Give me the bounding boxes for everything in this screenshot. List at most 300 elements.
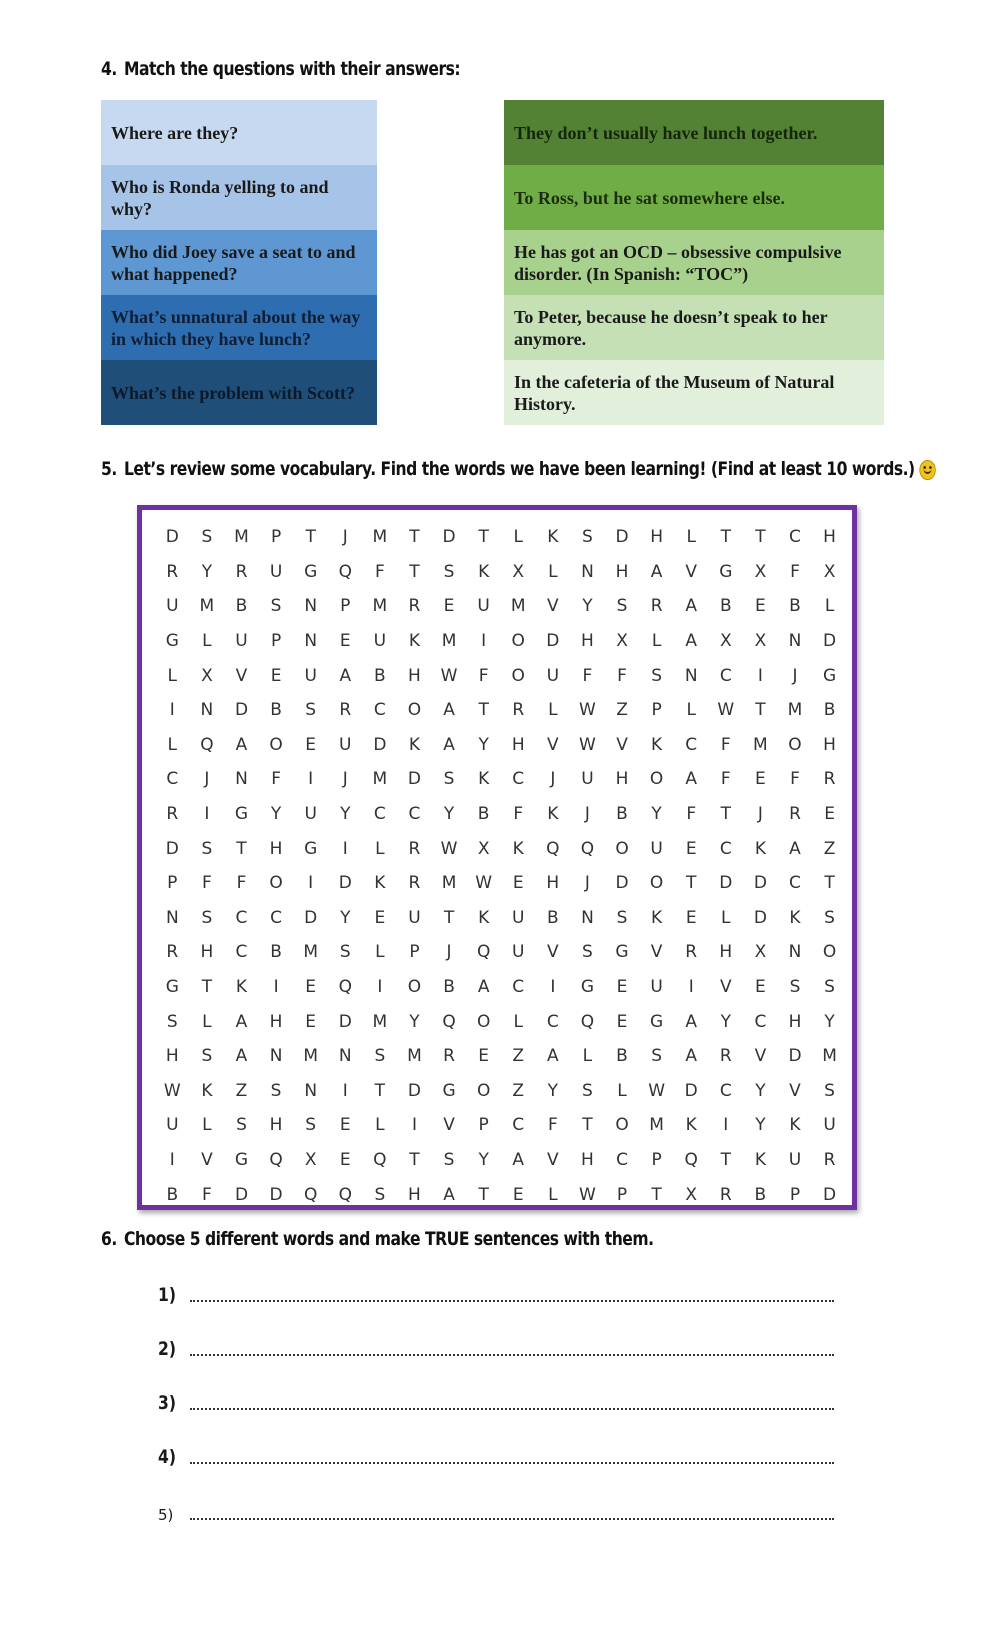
letter-cell[interactable]: H [788, 1011, 802, 1032]
letter-cell[interactable]: M [372, 769, 388, 790]
letter-cell[interactable]: L [375, 942, 385, 963]
letter-cell[interactable]: K [547, 527, 559, 548]
letter-cell[interactable]: K [235, 977, 248, 998]
letter-cell[interactable]: D [234, 700, 249, 721]
letter-cell[interactable]: S [443, 1149, 455, 1170]
letter-cell[interactable]: K [547, 804, 559, 825]
letter-cell[interactable]: K [512, 838, 524, 859]
letter-cell[interactable]: S [201, 838, 213, 859]
letter-cell[interactable]: C [373, 700, 386, 721]
letter-cell[interactable]: L [582, 1046, 593, 1067]
letter-cell[interactable]: E [685, 838, 697, 859]
letter-cell[interactable]: Y [582, 596, 593, 617]
letter-cell[interactable]: M [303, 942, 318, 963]
letter-cell[interactable]: L [721, 907, 731, 928]
answer-cell-1[interactable]: They don’t usually have lunch together. [504, 100, 884, 165]
letter-cell[interactable]: H [581, 1149, 594, 1170]
letter-cell[interactable]: A [235, 734, 248, 755]
letter-cell[interactable]: T [305, 527, 316, 548]
letter-cell[interactable]: E [616, 977, 628, 998]
letter-cell[interactable]: Q [476, 942, 491, 963]
answer-cell-4[interactable]: To Peter, because he doesn’t speak to her anymore. [504, 295, 884, 360]
letter-cell[interactable]: Q [373, 1149, 387, 1170]
letter-cell[interactable]: O [822, 942, 837, 963]
letter-cell[interactable]: H [269, 1011, 283, 1032]
letter-cell[interactable]: F [790, 769, 800, 790]
letter-cell[interactable]: B [235, 596, 248, 617]
dotted-answer-line[interactable] [190, 1462, 834, 1464]
letter-cell[interactable]: X [719, 631, 732, 652]
letter-cell[interactable]: E [478, 1046, 490, 1067]
letter-cell[interactable]: Q [338, 561, 352, 582]
letter-cell[interactable]: F [686, 804, 697, 825]
letter-cell[interactable]: R [719, 1046, 732, 1067]
letter-cell[interactable]: V [547, 1149, 559, 1170]
letter-cell[interactable]: U [339, 734, 352, 755]
letter-cell[interactable]: E [305, 734, 317, 755]
letter-cell[interactable]: P [789, 1184, 801, 1205]
letter-cell[interactable]: D [753, 873, 767, 894]
letter-cell[interactable]: E [755, 769, 766, 790]
letter-cell[interactable]: R [443, 1046, 455, 1067]
letter-cell[interactable]: I [204, 804, 210, 825]
question-cell-3[interactable]: Who did Joey save a seat to and what happened? [101, 230, 377, 295]
letter-cell[interactable]: V [754, 1046, 767, 1067]
letter-cell[interactable]: P [409, 942, 420, 963]
letter-cell[interactable]: I [757, 665, 763, 686]
letter-cell[interactable]: L [202, 1011, 212, 1032]
letter-cell[interactable]: R [650, 596, 663, 617]
letter-cell[interactable]: Y [720, 1011, 731, 1032]
letter-cell[interactable]: T [409, 527, 420, 548]
letter-cell[interactable]: J [342, 527, 348, 548]
letter-cell[interactable]: H [165, 1046, 179, 1067]
letter-cell[interactable]: V [443, 1115, 455, 1136]
letter-cell[interactable]: U [166, 596, 179, 617]
letter-cell[interactable]: T [443, 907, 455, 928]
letter-cell[interactable]: M [372, 596, 388, 617]
letter-cell[interactable]: S [201, 527, 213, 548]
letter-cell[interactable]: A [547, 1046, 559, 1067]
letter-cell[interactable]: N [269, 1046, 283, 1067]
letter-cell[interactable]: L [375, 838, 385, 859]
letter-cell[interactable]: V [719, 977, 732, 998]
letter-cell[interactable]: Y [409, 1011, 420, 1032]
letter-cell[interactable]: F [202, 1184, 212, 1205]
letter-cell[interactable]: S [789, 977, 801, 998]
letter-cell[interactable]: Z [823, 838, 836, 859]
letter-cell[interactable]: V [235, 665, 248, 686]
letter-cell[interactable]: A [339, 665, 352, 686]
letter-cell[interactable]: X [754, 631, 767, 652]
letter-cell[interactable]: F [582, 665, 593, 686]
letter-cell[interactable]: H [719, 942, 733, 963]
letter-cell[interactable]: B [546, 907, 559, 928]
letter-cell[interactable]: E [305, 977, 317, 998]
letter-cell[interactable]: F [202, 873, 212, 894]
letter-cell[interactable]: M [407, 1046, 422, 1067]
letter-cell[interactable]: N [338, 1046, 352, 1067]
letter-cell[interactable]: O [615, 838, 629, 859]
letter-cell[interactable]: U [477, 596, 490, 617]
letter-cell[interactable]: R [339, 700, 352, 721]
letter-cell[interactable]: T [755, 700, 766, 721]
letter-cell[interactable]: W [648, 1080, 666, 1101]
letter-cell[interactable]: R [789, 804, 801, 825]
letter-cell[interactable]: R [823, 1149, 836, 1170]
letter-cell[interactable]: K [651, 907, 663, 928]
letter-cell[interactable]: D [165, 838, 179, 859]
letter-cell[interactable]: E [270, 665, 282, 686]
letter-cell[interactable]: L [513, 527, 523, 548]
letter-cell[interactable]: J [584, 804, 590, 825]
letter-cell[interactable]: M [441, 631, 457, 652]
letter-cell[interactable]: Y [201, 561, 213, 582]
letter-cell[interactable]: Q [303, 1184, 318, 1205]
letter-cell[interactable]: L [167, 734, 178, 755]
letter-cell[interactable]: Z [512, 1080, 525, 1101]
letter-cell[interactable]: P [616, 1184, 628, 1205]
letter-cell[interactable]: T [720, 804, 731, 825]
letter-cell[interactable]: D [615, 527, 629, 548]
letter-cell[interactable]: K [754, 1149, 766, 1170]
letter-cell[interactable]: G [650, 1011, 664, 1032]
letter-cell[interactable]: F [720, 734, 731, 755]
letter-cell[interactable]: N [304, 1080, 318, 1101]
letter-cell[interactable]: B [789, 596, 801, 617]
letter-cell[interactable]: A [443, 1184, 455, 1205]
letter-cell[interactable]: H [269, 1115, 283, 1136]
letter-cell[interactable]: P [340, 596, 351, 617]
letter-cell[interactable]: R [408, 838, 421, 859]
letter-cell[interactable]: H [546, 873, 560, 894]
letter-cell[interactable]: D [407, 1080, 421, 1101]
letter-cell[interactable]: D [719, 873, 733, 894]
letter-cell[interactable]: D [788, 1046, 802, 1067]
letter-cell[interactable]: M [303, 1046, 318, 1067]
letter-cell[interactable]: C [166, 769, 179, 790]
letter-cell[interactable]: S [824, 977, 835, 998]
letter-cell[interactable]: E [755, 977, 766, 998]
letter-cell[interactable]: G [580, 977, 595, 998]
letter-cell[interactable]: K [651, 734, 663, 755]
letter-cell[interactable]: H [581, 631, 594, 652]
letter-cell[interactable]: J [757, 804, 763, 825]
letter-cell[interactable]: F [236, 873, 247, 894]
letter-cell[interactable]: U [166, 1115, 179, 1136]
letter-cell[interactable]: W [717, 700, 735, 721]
letter-cell[interactable]: D [823, 631, 837, 652]
letter-cell[interactable]: O [615, 1115, 629, 1136]
letter-cell[interactable]: R [166, 942, 179, 963]
letter-cell[interactable]: C [235, 942, 248, 963]
sentence-line-1[interactable] [158, 1270, 834, 1306]
letter-cell[interactable]: A [685, 769, 698, 790]
letter-cell[interactable]: H [615, 561, 629, 582]
letter-cell[interactable]: X [754, 942, 767, 963]
letter-cell[interactable]: U [269, 561, 283, 582]
letter-cell[interactable]: H [823, 734, 836, 755]
letter-cell[interactable]: D [615, 873, 629, 894]
answer-cell-3[interactable]: He has got an OCD – obsessive compulsive disorder. (In Spanish: “TOC”) [504, 230, 884, 295]
letter-cell[interactable]: W [579, 1184, 596, 1205]
letter-cell[interactable]: M [441, 873, 457, 894]
letter-cell[interactable]: T [720, 1149, 731, 1170]
letter-cell[interactable]: S [374, 1184, 386, 1205]
letter-cell[interactable]: J [550, 769, 556, 790]
letter-cell[interactable]: A [443, 700, 455, 721]
sentence-line-5[interactable] [158, 1488, 834, 1524]
letter-cell[interactable]: L [651, 631, 662, 652]
letter-cell[interactable]: N [304, 631, 318, 652]
letter-cell[interactable]: G [165, 977, 179, 998]
letter-cell[interactable]: C [373, 804, 386, 825]
letter-cell[interactable]: S [166, 1011, 178, 1032]
letter-cell[interactable]: S [582, 942, 593, 963]
letter-cell[interactable]: C [789, 873, 801, 894]
letter-cell[interactable]: W [475, 873, 493, 894]
letter-cell[interactable]: S [339, 942, 351, 963]
letter-cell[interactable]: T [824, 873, 835, 894]
letter-cell[interactable]: T [720, 527, 731, 548]
letter-cell[interactable]: J [204, 769, 210, 790]
letter-cell[interactable]: E [443, 596, 455, 617]
letter-cell[interactable]: O [269, 873, 283, 894]
letter-cell[interactable]: N [165, 907, 179, 928]
letter-cell[interactable]: E [339, 631, 351, 652]
letter-cell[interactable]: A [685, 1011, 698, 1032]
letter-cell[interactable]: T [409, 1149, 420, 1170]
letter-cell[interactable]: E [305, 1011, 317, 1032]
letter-cell[interactable]: I [550, 977, 556, 998]
letter-cell[interactable]: C [719, 838, 732, 859]
letter-cell[interactable]: J [792, 665, 798, 686]
letter-cell[interactable]: S [236, 1115, 247, 1136]
letter-cell[interactable]: F [790, 561, 800, 582]
letter-cell[interactable]: Q [338, 1184, 352, 1205]
letter-cell[interactable]: B [166, 1184, 179, 1205]
letter-cell[interactable]: T [651, 1184, 662, 1205]
letter-cell[interactable]: O [788, 734, 802, 755]
letter-cell[interactable]: V [547, 596, 559, 617]
letter-cell[interactable]: Y [270, 804, 282, 825]
letter-cell[interactable]: K [478, 561, 490, 582]
letter-cell[interactable]: E [339, 1149, 351, 1170]
letter-cell[interactable]: U [650, 977, 663, 998]
letter-cell[interactable]: R [823, 769, 836, 790]
letter-cell[interactable]: C [754, 1011, 767, 1032]
letter-cell[interactable]: K [789, 907, 801, 928]
letter-cell[interactable]: R [235, 561, 248, 582]
letter-cell[interactable]: T [374, 1080, 386, 1101]
letter-cell[interactable]: I [481, 631, 487, 652]
letter-cell[interactable]: U [408, 907, 421, 928]
letter-cell[interactable]: J [446, 942, 452, 963]
letter-cell[interactable]: B [477, 804, 490, 825]
letter-cell[interactable]: N [200, 700, 214, 721]
letter-cell[interactable]: U [581, 769, 594, 790]
letter-cell[interactable]: L [824, 596, 835, 617]
letter-cell[interactable]: E [512, 873, 524, 894]
letter-cell[interactable]: O [476, 1080, 491, 1101]
letter-cell[interactable]: S [305, 700, 317, 721]
letter-cell[interactable]: L [202, 631, 212, 652]
letter-cell[interactable]: N [581, 561, 594, 582]
letter-cell[interactable]: R [166, 561, 179, 582]
letter-cell[interactable]: T [478, 700, 489, 721]
letter-cell[interactable]: M [372, 527, 388, 548]
question-cell-1[interactable]: Where are they? [101, 100, 377, 165]
letter-cell[interactable]: B [616, 804, 628, 825]
letter-cell[interactable]: U [304, 804, 317, 825]
letter-cell[interactable]: A [685, 596, 698, 617]
letter-cell[interactable]: E [824, 804, 835, 825]
letter-cell[interactable]: W [440, 665, 458, 686]
letter-cell[interactable]: H [408, 665, 421, 686]
letter-cell[interactable]: R [166, 804, 179, 825]
letter-cell[interactable]: V [616, 734, 628, 755]
question-cell-4[interactable]: What’s unnatural about the way in which they have lunch? [101, 295, 377, 360]
letter-cell[interactable]: U [823, 1115, 836, 1136]
letter-cell[interactable]: C [719, 1080, 732, 1101]
letter-cell[interactable]: B [443, 977, 455, 998]
letter-cell[interactable]: E [755, 596, 766, 617]
letter-cell[interactable]: W [440, 838, 458, 859]
letter-cell[interactable]: C [685, 734, 698, 755]
letter-cell[interactable]: M [649, 1115, 664, 1136]
letter-cell[interactable]: R [408, 596, 421, 617]
letter-cell[interactable]: Y [824, 1011, 835, 1032]
letter-cell[interactable]: T [478, 1184, 489, 1205]
letter-cell[interactable]: T [201, 977, 213, 998]
letter-cell[interactable]: D [338, 873, 352, 894]
letter-cell[interactable]: R [512, 700, 525, 721]
letter-cell[interactable]: A [685, 631, 698, 652]
letter-cell[interactable]: T [478, 527, 489, 548]
letter-cell[interactable]: K [789, 1115, 801, 1136]
letter-cell[interactable]: B [754, 1184, 767, 1205]
dotted-answer-line[interactable] [190, 1354, 834, 1356]
letter-cell[interactable]: X [477, 838, 490, 859]
letter-cell[interactable]: U [788, 1149, 802, 1170]
letter-cell[interactable]: S [616, 907, 628, 928]
letter-cell[interactable]: F [478, 665, 489, 686]
letter-cell[interactable]: T [236, 838, 247, 859]
letter-cell[interactable]: E [616, 1011, 628, 1032]
letter-cell[interactable]: I [688, 977, 694, 998]
letter-cell[interactable]: K [374, 873, 386, 894]
letter-cell[interactable]: C [270, 907, 283, 928]
letter-cell[interactable]: W [579, 734, 596, 755]
letter-cell[interactable]: S [651, 665, 662, 686]
letter-cell[interactable]: D [269, 1184, 283, 1205]
letter-cell[interactable]: K [478, 907, 490, 928]
letter-cell[interactable]: S [305, 1115, 317, 1136]
letter-cell[interactable]: U [304, 665, 317, 686]
letter-cell[interactable]: L [548, 1184, 558, 1205]
letter-cell[interactable]: P [478, 1115, 489, 1136]
letter-cell[interactable]: L [548, 700, 558, 721]
letter-cell[interactable]: V [547, 942, 559, 963]
letter-cell[interactable]: E [374, 907, 386, 928]
letter-cell[interactable]: Q [200, 734, 214, 755]
letter-cell[interactable]: F [374, 561, 385, 582]
letter-cell[interactable]: U [373, 631, 387, 652]
letter-cell[interactable]: K [478, 769, 490, 790]
letter-cell[interactable]: I [411, 1115, 417, 1136]
letter-cell[interactable]: K [685, 1115, 697, 1136]
letter-cell[interactable]: I [273, 977, 279, 998]
letter-cell[interactable]: C [789, 527, 801, 548]
letter-cell[interactable]: S [616, 596, 628, 617]
letter-cell[interactable]: N [788, 631, 802, 652]
letter-cell[interactable]: U [235, 631, 248, 652]
letter-cell[interactable]: Q [338, 977, 352, 998]
letter-cell[interactable]: I [723, 1115, 729, 1136]
letter-cell[interactable]: F [547, 1115, 558, 1136]
answer-cell-2[interactable]: To Ross, but he sat somewhere else. [504, 165, 884, 230]
letter-cell[interactable]: T [409, 561, 420, 582]
letter-cell[interactable]: A [443, 734, 455, 755]
letter-cell[interactable]: L [513, 1011, 523, 1032]
letter-cell[interactable]: G [442, 1080, 456, 1101]
letter-cell[interactable]: I [308, 769, 314, 790]
letter-cell[interactable]: K [754, 838, 766, 859]
letter-cell[interactable]: H [269, 838, 283, 859]
letter-cell[interactable]: A [235, 1011, 248, 1032]
letter-cell[interactable]: X [616, 631, 628, 652]
letter-cell[interactable]: Z [512, 1046, 525, 1067]
letter-cell[interactable]: Z [235, 1080, 248, 1101]
letter-cell[interactable]: C [719, 665, 732, 686]
letter-cell[interactable]: F [617, 665, 627, 686]
letter-cell[interactable]: T [686, 873, 697, 894]
letter-cell[interactable]: S [443, 769, 455, 790]
letter-cell[interactable]: L [686, 700, 696, 721]
letter-cell[interactable]: Q [580, 838, 595, 859]
letter-cell[interactable]: T [582, 1115, 593, 1136]
letter-cell[interactable]: S [443, 561, 455, 582]
letter-cell[interactable]: S [270, 596, 282, 617]
letter-cell[interactable]: E [685, 907, 697, 928]
sentence-line-3[interactable] [158, 1378, 834, 1414]
letter-cell[interactable]: Z [616, 700, 628, 721]
sentence-line-4[interactable] [158, 1432, 834, 1468]
letter-cell[interactable]: N [581, 907, 594, 928]
letter-cell[interactable]: S [582, 1080, 593, 1101]
letter-cell[interactable]: R [408, 873, 421, 894]
letter-cell[interactable]: M [753, 734, 768, 755]
letter-cell[interactable]: Y [340, 804, 351, 825]
letter-cell[interactable]: L [686, 527, 696, 548]
letter-cell[interactable]: B [719, 596, 732, 617]
letter-cell[interactable]: G [615, 942, 629, 963]
letter-cell[interactable]: Y [547, 1080, 559, 1101]
letter-cell[interactable]: Y [755, 1115, 766, 1136]
letter-cell[interactable]: P [651, 700, 662, 721]
letter-cell[interactable]: L [167, 665, 178, 686]
dotted-answer-line[interactable] [190, 1518, 834, 1520]
letter-cell[interactable]: N [304, 596, 318, 617]
letter-cell[interactable]: Q [580, 1011, 595, 1032]
letter-cell[interactable]: N [788, 942, 802, 963]
letter-cell[interactable]: S [824, 1080, 835, 1101]
letter-cell[interactable]: P [270, 527, 282, 548]
letter-cell[interactable]: M [199, 596, 215, 617]
letter-cell[interactable]: M [787, 700, 803, 721]
letter-cell[interactable]: O [476, 1011, 491, 1032]
letter-cell[interactable]: G [304, 561, 318, 582]
